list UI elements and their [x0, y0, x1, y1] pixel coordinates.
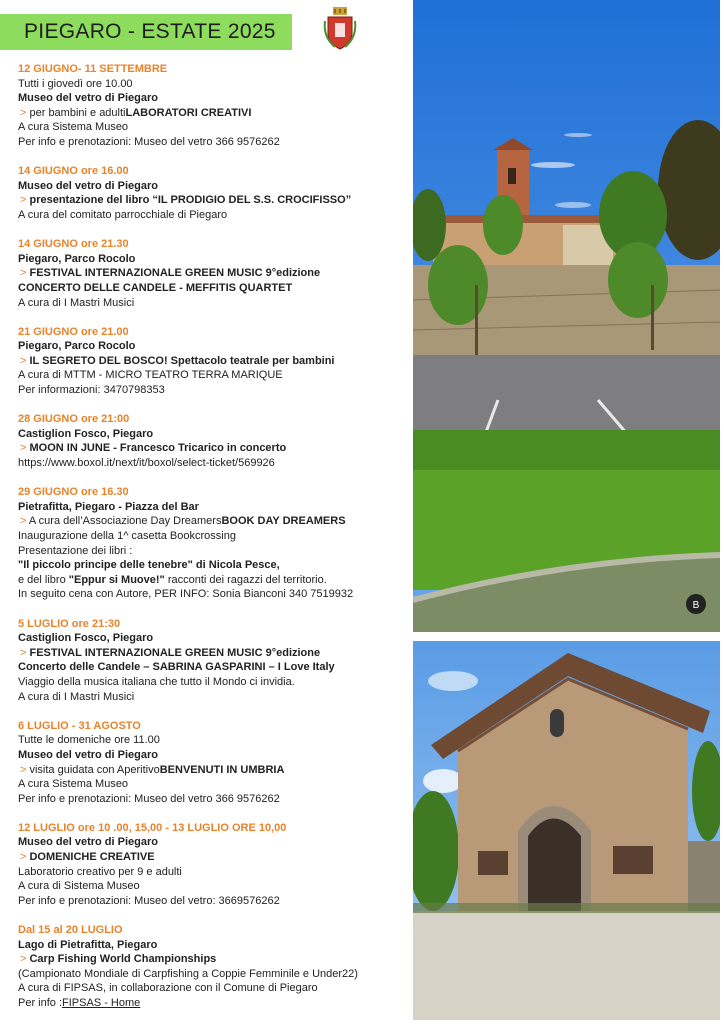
- title-banner: [0, 14, 292, 50]
- event-text: Concerto delle Candele – SABRINA GASPARINI – I Love Italy: [18, 661, 335, 674]
- event-date: 28 GIUGNO ore 21:00: [18, 413, 130, 426]
- event-line: [18, 514, 410, 529]
- event-text: Pietrafitta, Piegaro - Piazza del Bar: [18, 500, 199, 513]
- event-line: [18, 660, 410, 675]
- info-link[interactable]: FIPSAS - Home: [62, 997, 141, 1009]
- event-line: [18, 120, 410, 135]
- event-line: [18, 441, 410, 456]
- bullet-arrow-icon: >: [20, 354, 30, 367]
- event-text: Presentazione dei libri :: [18, 544, 133, 557]
- event-line: [18, 77, 410, 92]
- event-highlight: IL SEGRETO DEL BOSCO! Spettacolo teatrale per bambini: [29, 354, 335, 367]
- event-date: 29 GIUGNO ore 16.30: [18, 486, 129, 499]
- event-line: [18, 91, 410, 106]
- event-text: Tutti i giovedì ore 10.00: [18, 77, 133, 90]
- event-line: [18, 544, 410, 559]
- event-text: visita guidata con Aperitivo: [29, 763, 160, 776]
- event-line: [18, 179, 410, 194]
- event-line: [18, 427, 410, 442]
- church-bell-tower-photo: [413, 0, 720, 632]
- event-highlight: "Eppur si Muove!": [68, 573, 165, 586]
- bullet-arrow-icon: >: [20, 646, 30, 659]
- event-highlight: Carp Fishing World Championships: [29, 953, 217, 966]
- event-line: [18, 135, 410, 150]
- events-list: [18, 62, 410, 1025]
- bullet-arrow-icon: >: [20, 953, 30, 966]
- event-text: A cura di Sistema Museo: [18, 880, 140, 893]
- event-line: [18, 266, 410, 281]
- event-item: [18, 923, 410, 1011]
- event-highlight: MOON IN JUNE - Francesco Tricarico in concerto: [29, 442, 287, 455]
- event-text: Inaugurazione della 1^ casetta Bookcrossing: [18, 530, 236, 542]
- event-line: [18, 850, 410, 865]
- event-text: (Campionato Mondiale di Carpfishing a Coppie Femminile e Under22): [18, 967, 358, 980]
- event-item: [18, 62, 410, 150]
- event-line: [18, 558, 410, 573]
- event-text: "Il piccolo principe delle tenebre" di Nicola Pesce,: [18, 559, 280, 572]
- event-line: [18, 879, 410, 894]
- event-text: Museo del vetro di Piegaro: [18, 92, 158, 105]
- event-text: In seguito cena con Autore, PER INFO: Sonia Bianconi 340 7519932: [18, 588, 354, 601]
- event-highlight: FESTIVAL INTERNAZIONALE GREEN MUSIC 9°edizione: [29, 646, 321, 659]
- event-item: [18, 485, 410, 602]
- event-line: [18, 967, 410, 982]
- event-line: [18, 252, 410, 267]
- event-highlight: BOOK DAY DREAMERS: [221, 515, 346, 528]
- event-text: Castiglion Fosco, Piegaro: [18, 427, 154, 440]
- event-line: [18, 529, 410, 544]
- bullet-arrow-icon: >: [20, 763, 30, 776]
- event-text: A cura di I Mastri Musici: [18, 296, 135, 309]
- event-line: [18, 981, 410, 996]
- event-line: [18, 383, 410, 398]
- page-title: PIEGARO - ESTATE 2025: [24, 20, 276, 43]
- event-line: [18, 106, 410, 121]
- event-text: Viaggio della musica italiana che tutto il Mondo ci invidia.: [18, 675, 295, 688]
- event-line: [18, 690, 410, 705]
- event-text: per bambini e adulti: [29, 106, 126, 119]
- event-line: [18, 748, 410, 763]
- event-text: e del libro: [18, 573, 69, 586]
- stone-chapel-photo: [413, 641, 720, 1020]
- event-item: [18, 325, 410, 398]
- event-line: [18, 573, 410, 588]
- bullet-arrow-icon: >: [20, 106, 30, 119]
- event-line: [18, 193, 410, 208]
- event-text: Piegaro, Parco Rocolo: [18, 252, 136, 265]
- event-text: https://www.boxol.it/next/it/boxol/select-ticket/569926: [18, 457, 275, 470]
- event-text: Museo del vetro di Piegaro: [18, 748, 158, 761]
- event-text-tail: racconti dei ragazzi del territorio.: [164, 573, 327, 586]
- event-line: [18, 865, 410, 880]
- event-text: A cura Sistema Museo: [18, 778, 129, 791]
- coat-of-arms-icon: [323, 7, 357, 51]
- event-text: A cura di I Mastri Musici: [18, 690, 135, 703]
- event-line: [18, 763, 410, 778]
- event-date: 14 GIUGNO ore 21.30: [18, 238, 129, 251]
- bullet-arrow-icon: >: [20, 442, 30, 455]
- event-line: [18, 733, 410, 748]
- bullet-arrow-icon: >: [20, 194, 30, 207]
- event-date: 14 GIUGNO ore 16.00: [18, 165, 129, 178]
- event-line: [18, 646, 410, 661]
- event-line: [18, 777, 410, 792]
- event-line: [18, 835, 410, 850]
- event-text: Tutte le domeniche ore 11.00: [18, 734, 160, 747]
- event-item: [18, 617, 410, 705]
- event-text: A cura del comitato parrocchiale di Piegaro: [18, 208, 228, 221]
- event-line: [18, 996, 410, 1011]
- event-text: A cura di MTTM - MICRO TEATRO TERRA MARIQUE: [18, 369, 283, 382]
- event-text: CONCERTO DELLE CANDELE - MEFFITIS QUARTET: [18, 281, 293, 294]
- event-line: [18, 952, 410, 967]
- event-item: [18, 164, 410, 222]
- event-highlight: FESTIVAL INTERNAZIONALE GREEN MUSIC 9°edizione: [29, 267, 321, 280]
- event-text: Castiglion Fosco, Piegaro: [18, 632, 154, 645]
- event-line: [18, 456, 410, 471]
- event-line: [18, 368, 410, 383]
- event-text: Museo del vetro di Piegaro: [18, 179, 158, 192]
- event-date: Dal 15 al 20 LUGLIO: [18, 924, 123, 937]
- event-highlight: DOMENICHE CREATIVE: [29, 851, 155, 864]
- event-highlight: BENVENUTI IN UMBRIA: [159, 763, 285, 776]
- bullet-arrow-icon: >: [20, 851, 30, 864]
- event-text: Laboratorio creativo per 9 e adulti: [18, 865, 182, 878]
- event-line: [18, 281, 410, 296]
- event-date: 12 GIUGNO- 11 SETTEMBRE: [18, 63, 168, 75]
- event-date: 21 GIUGNO ore 21.00: [18, 325, 129, 338]
- event-text: Per info e prenotazioni: Museo del vetro: 3669576262: [18, 894, 280, 907]
- event-highlight: LABORATORI CREATIVI: [125, 106, 252, 119]
- event-text: Per info e prenotazioni: Museo del vetro 366 9576262: [18, 792, 280, 805]
- event-line: [18, 354, 410, 369]
- event-text: Per info :: [18, 997, 63, 1009]
- event-date: 6 LUGLIO - 31 AGOSTO: [18, 719, 141, 732]
- event-date: 12 LUGLIO ore 10 .00, 15,00 - 13 LUGLIO ORE 10,00: [18, 821, 287, 834]
- event-line: [18, 792, 410, 807]
- event-item: [18, 412, 410, 470]
- event-text: A cura Sistema Museo: [18, 121, 129, 134]
- event-item: [18, 237, 410, 310]
- event-highlight: presentazione del libro “IL PRODIGIO DEL S.S. CROCIFISSO”: [29, 194, 352, 207]
- event-line: [18, 339, 410, 354]
- event-text: Lago di Pietrafitta, Piegaro: [18, 938, 158, 951]
- svg-text:B: B: [692, 600, 700, 611]
- event-text: Per info e prenotazioni: Museo del vetro 366 9576262: [18, 135, 280, 148]
- event-line: [18, 894, 410, 909]
- event-line: [18, 587, 410, 602]
- event-text: Museo del vetro di Piegaro: [18, 836, 158, 849]
- bullet-arrow-icon: >: [20, 267, 30, 280]
- event-line: [18, 296, 410, 311]
- event-line: [18, 938, 410, 953]
- event-text: Per informazioni: 3470798353: [18, 384, 165, 397]
- event-text: Piegaro, Parco Rocolo: [18, 340, 136, 353]
- event-line: [18, 631, 410, 646]
- event-item: [18, 719, 410, 807]
- event-text: A cura dell’Associazione Day Dreamers: [28, 515, 222, 528]
- event-line: [18, 208, 410, 223]
- event-item: [18, 821, 410, 909]
- event-date: 5 LUGLIO ore 21:30: [18, 617, 121, 630]
- bullet-arrow-icon: >: [20, 515, 29, 528]
- event-line: [18, 675, 410, 690]
- event-text: A cura di FIPSAS, in collaborazione con il Comune di Piegaro: [18, 982, 318, 995]
- event-line: [18, 500, 410, 515]
